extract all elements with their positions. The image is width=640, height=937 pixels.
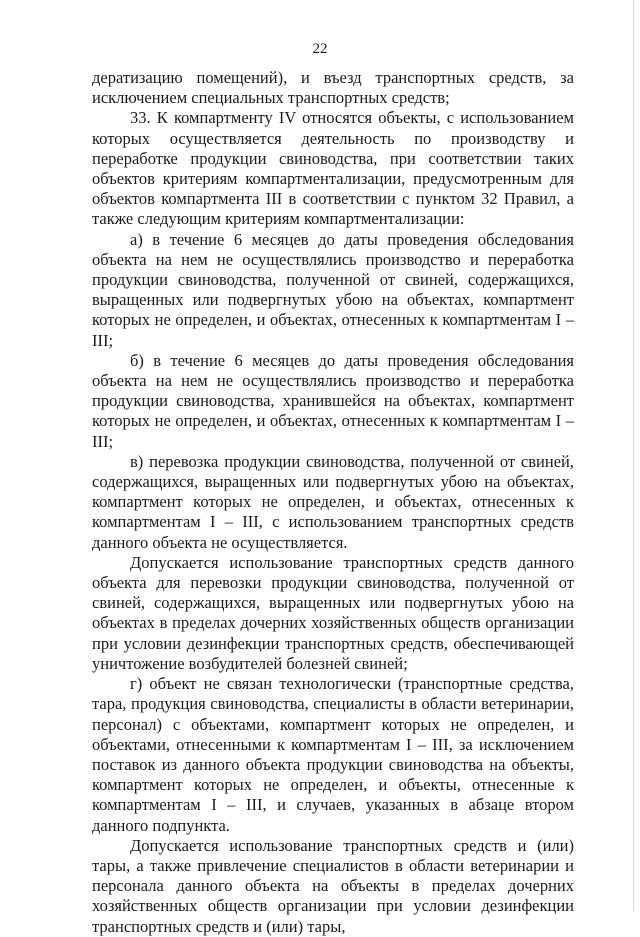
- paragraph-subitem-g: г) объект не связан технологически (транспортные средства, тара, продукция свиноводства, специалисты в области ветеринарии, персонал) с объектами, компартмент которых не определен, и объектами, отнесенными к компартментам I – III, за исключением поставок из данного объекта продукции свиноводства на объекты, компартмент которых не определен, и объекты, отнесенные к компартментам I – III, и случаев, указанных в абзаце втором данного подпункта.: [92, 674, 574, 835]
- paragraph-subitem-v: в) перевозка продукции свиноводства, полученной от свиней, содержащихся, выращенных или подвергнутых убою на объектах, компартмент которых не определен, и объектах, отнесенных к компартментам I – III, с использованием транспортных средств данного объекта не осуществляется.: [92, 451, 574, 552]
- document-body: [92, 68, 574, 937]
- page-number: 22: [312, 41, 328, 57]
- scan-edge: [633, 0, 634, 911]
- paragraph-subitem-g-allowance: Допускается использование транспортных средств и (или) тары, а также привлечение специалистов в области ветеринарии и персонала данного объекта на объекты в пределах дочерних хозяйственных обществ организации при условии дезинфекции транспортных средств и (или) тары,: [92, 835, 574, 936]
- paragraph-item-33: 33. К компартменту IV относятся объекты, с использованием которых осуществляется деятельность по производству и переработке продукции свиноводства, при соответствии таких объектов критериям компартментализации, предусмотренным для объектов компартмента III в соответствии с пунктом 32 Правил, а также следующим критериям компартментализации:: [92, 108, 574, 229]
- paragraph-subitem-a: а) в течение 6 месяцев до даты проведения обследования объекта на нем не осуществлялись производство и переработка продукции свиноводства, полученной от свиней, содержащихся, выращенных или подвергнутых убою на объектах, компартмент которых не определен, и объектах, отнесенных к компартментам I – III;: [92, 229, 574, 350]
- paragraph-subitem-b: б) в течение 6 месяцев до даты проведения обследования объекта на нем не осуществлялись производство и переработка продукции свиноводства, хранившейся на объектах, компартмент которых не определен, и объектах, отнесенных к компартментам I – III;: [92, 350, 574, 451]
- paragraph-continuation: дератизацию помещений), и въезд транспортных средств, за исключением специальных транспортных средств;: [92, 68, 574, 108]
- paragraph-subitem-v-allowance: Допускается использование транспортных средств данного объекта для перевозки продукции свиноводства, полученной от свиней, содержащихся, выращенных или подвергнутых убою на объектах в пределах дочерних хозяйственных обществ организации при условии дезинфекции транспортных средств, обеспечивающей уничтожение возбудителей болезней свиней;: [92, 552, 574, 673]
